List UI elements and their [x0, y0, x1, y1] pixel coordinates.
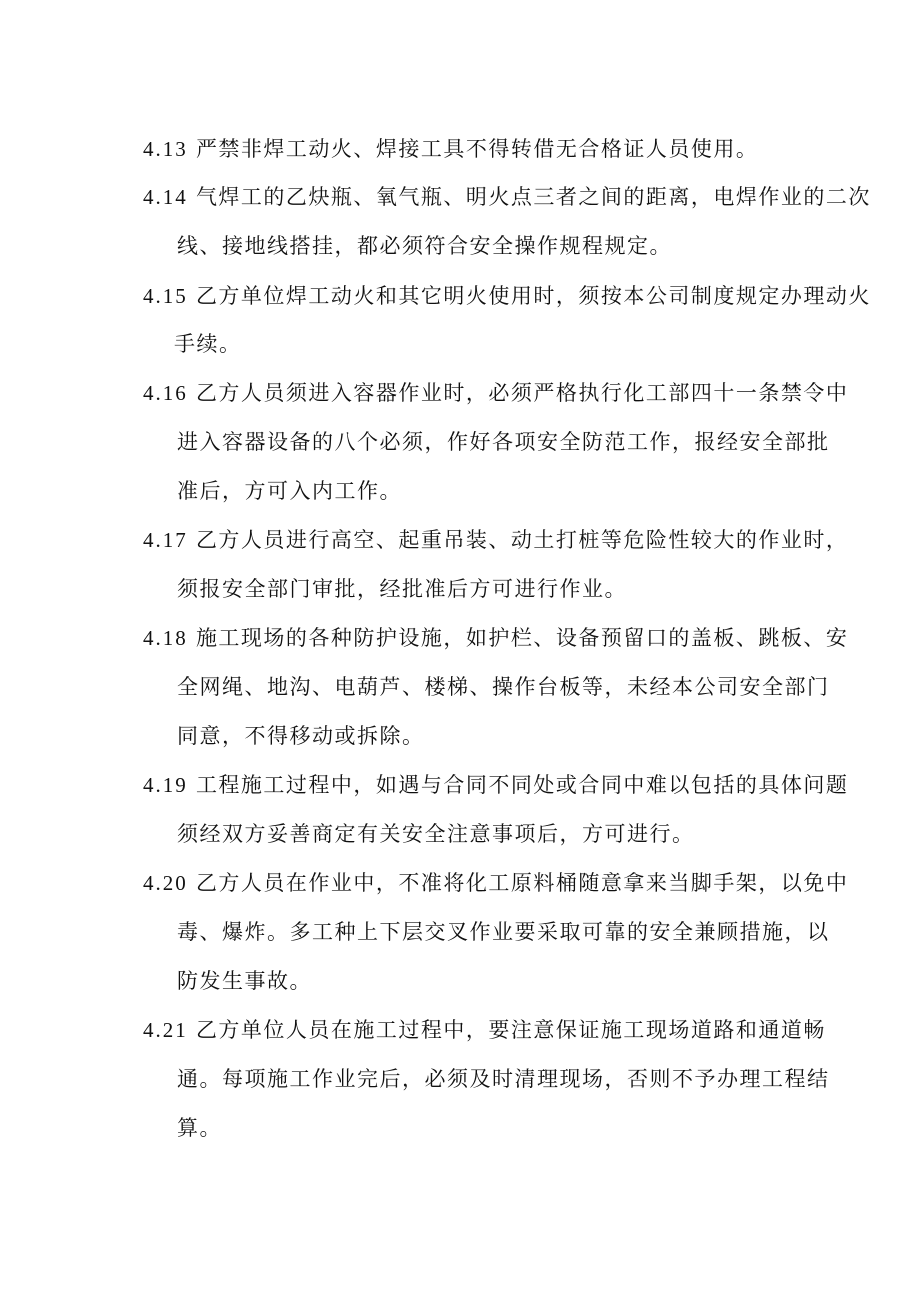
clause-text: 工程施工过程中，如遇与合同不同处或合同中难以包括的具体问题 [195, 773, 849, 797]
clause-text: 全网绳、地沟、电葫芦、楼梯、操作台板等，未经本公司安全部门 [177, 675, 830, 699]
clause-text: 严禁非焊工动火、焊接工具不得转借无合格证人员使用。 [195, 137, 759, 161]
clause-number: 4.17 [143, 528, 188, 552]
clause-4-14-cont [177, 231, 672, 261]
clause-4-21 [143, 1015, 826, 1045]
clause-4-18-cont-2 [177, 721, 425, 751]
clause-text: 乙方单位焊工动火和其它明火使用时，须按本公司制度规定办理动火 [195, 284, 871, 308]
clause-4-16-cont-2 [177, 476, 402, 506]
clause-text: 同意，不得移动或拆除。 [177, 724, 425, 748]
clause-number: 4.15 [143, 284, 188, 308]
clause-text: 乙方单位人员在施工过程中，要注意保证施工现场道路和通道畅 [195, 1018, 826, 1042]
clause-text: 毒、爆炸。多工种上下层交叉作业要采取可靠的安全兼顾措施，以 [177, 920, 830, 944]
clause-4-19 [143, 770, 848, 800]
clause-4-16 [143, 378, 848, 408]
clause-4-18 [143, 623, 848, 653]
clause-text: 须经双方妥善商定有关安全注意事项后，方可进行。 [177, 822, 695, 846]
clause-text: 手续。 [174, 332, 242, 356]
clause-text: 须报安全部门审批，经批准后方可进行作业。 [177, 577, 627, 601]
clause-4-17-cont [177, 574, 627, 604]
clause-text: 乙方人员在作业中，不准将化工原料桶随意拿来当脚手架，以免中 [195, 871, 849, 895]
clause-4-15-cont [174, 329, 242, 359]
clause-text: 线、接地线搭挂，都必须符合安全操作规程规定。 [177, 234, 672, 258]
clause-number: 4.14 [143, 185, 188, 209]
clause-text: 乙方人员须进入容器作业时，必须严格执行化工部四十一条禁令中 [195, 381, 849, 405]
clause-text: 算。 [177, 1116, 222, 1140]
clause-text: 防发生事故。 [177, 969, 312, 993]
clause-number: 4.13 [143, 137, 188, 161]
clause-number: 4.16 [143, 381, 188, 405]
clause-number: 4.19 [143, 773, 188, 797]
clause-number: 4.20 [143, 871, 188, 895]
clause-text: 进入容器设备的八个必须，作好各项安全防范工作，报经安全部批 [177, 430, 830, 454]
clause-number: 4.18 [143, 626, 188, 650]
clause-4-17 [143, 525, 848, 555]
clause-4-14 [143, 182, 871, 212]
clause-text: 乙方人员进行高空、起重吊装、动土打桩等危险性较大的作业时， [195, 528, 849, 552]
clause-4-19-cont [177, 819, 695, 849]
clause-4-13 [143, 134, 758, 164]
clause-text: 施工现场的各种防护设施，如护栏、设备预留口的盖板、跳板、安 [195, 626, 849, 650]
clause-4-15 [143, 281, 871, 311]
clause-4-21-cont-1 [177, 1064, 830, 1094]
clause-4-18-cont-1 [177, 672, 830, 702]
clause-text: 准后，方可入内工作。 [177, 479, 402, 503]
clause-text: 通。每项施工作业完后，必须及时清理现场，否则不予办理工程结 [177, 1067, 830, 1091]
clause-number: 4.21 [143, 1018, 188, 1042]
clause-4-20-cont-1 [177, 917, 830, 947]
clause-4-20-cont-2 [177, 966, 312, 996]
clause-4-21-cont-2 [177, 1113, 222, 1143]
clause-text: 气焊工的乙炔瓶、氧气瓶、明火点三者之间的距离，电焊作业的二次 [195, 185, 871, 209]
clause-4-20 [143, 868, 848, 898]
clause-4-16-cont-1 [177, 427, 830, 457]
